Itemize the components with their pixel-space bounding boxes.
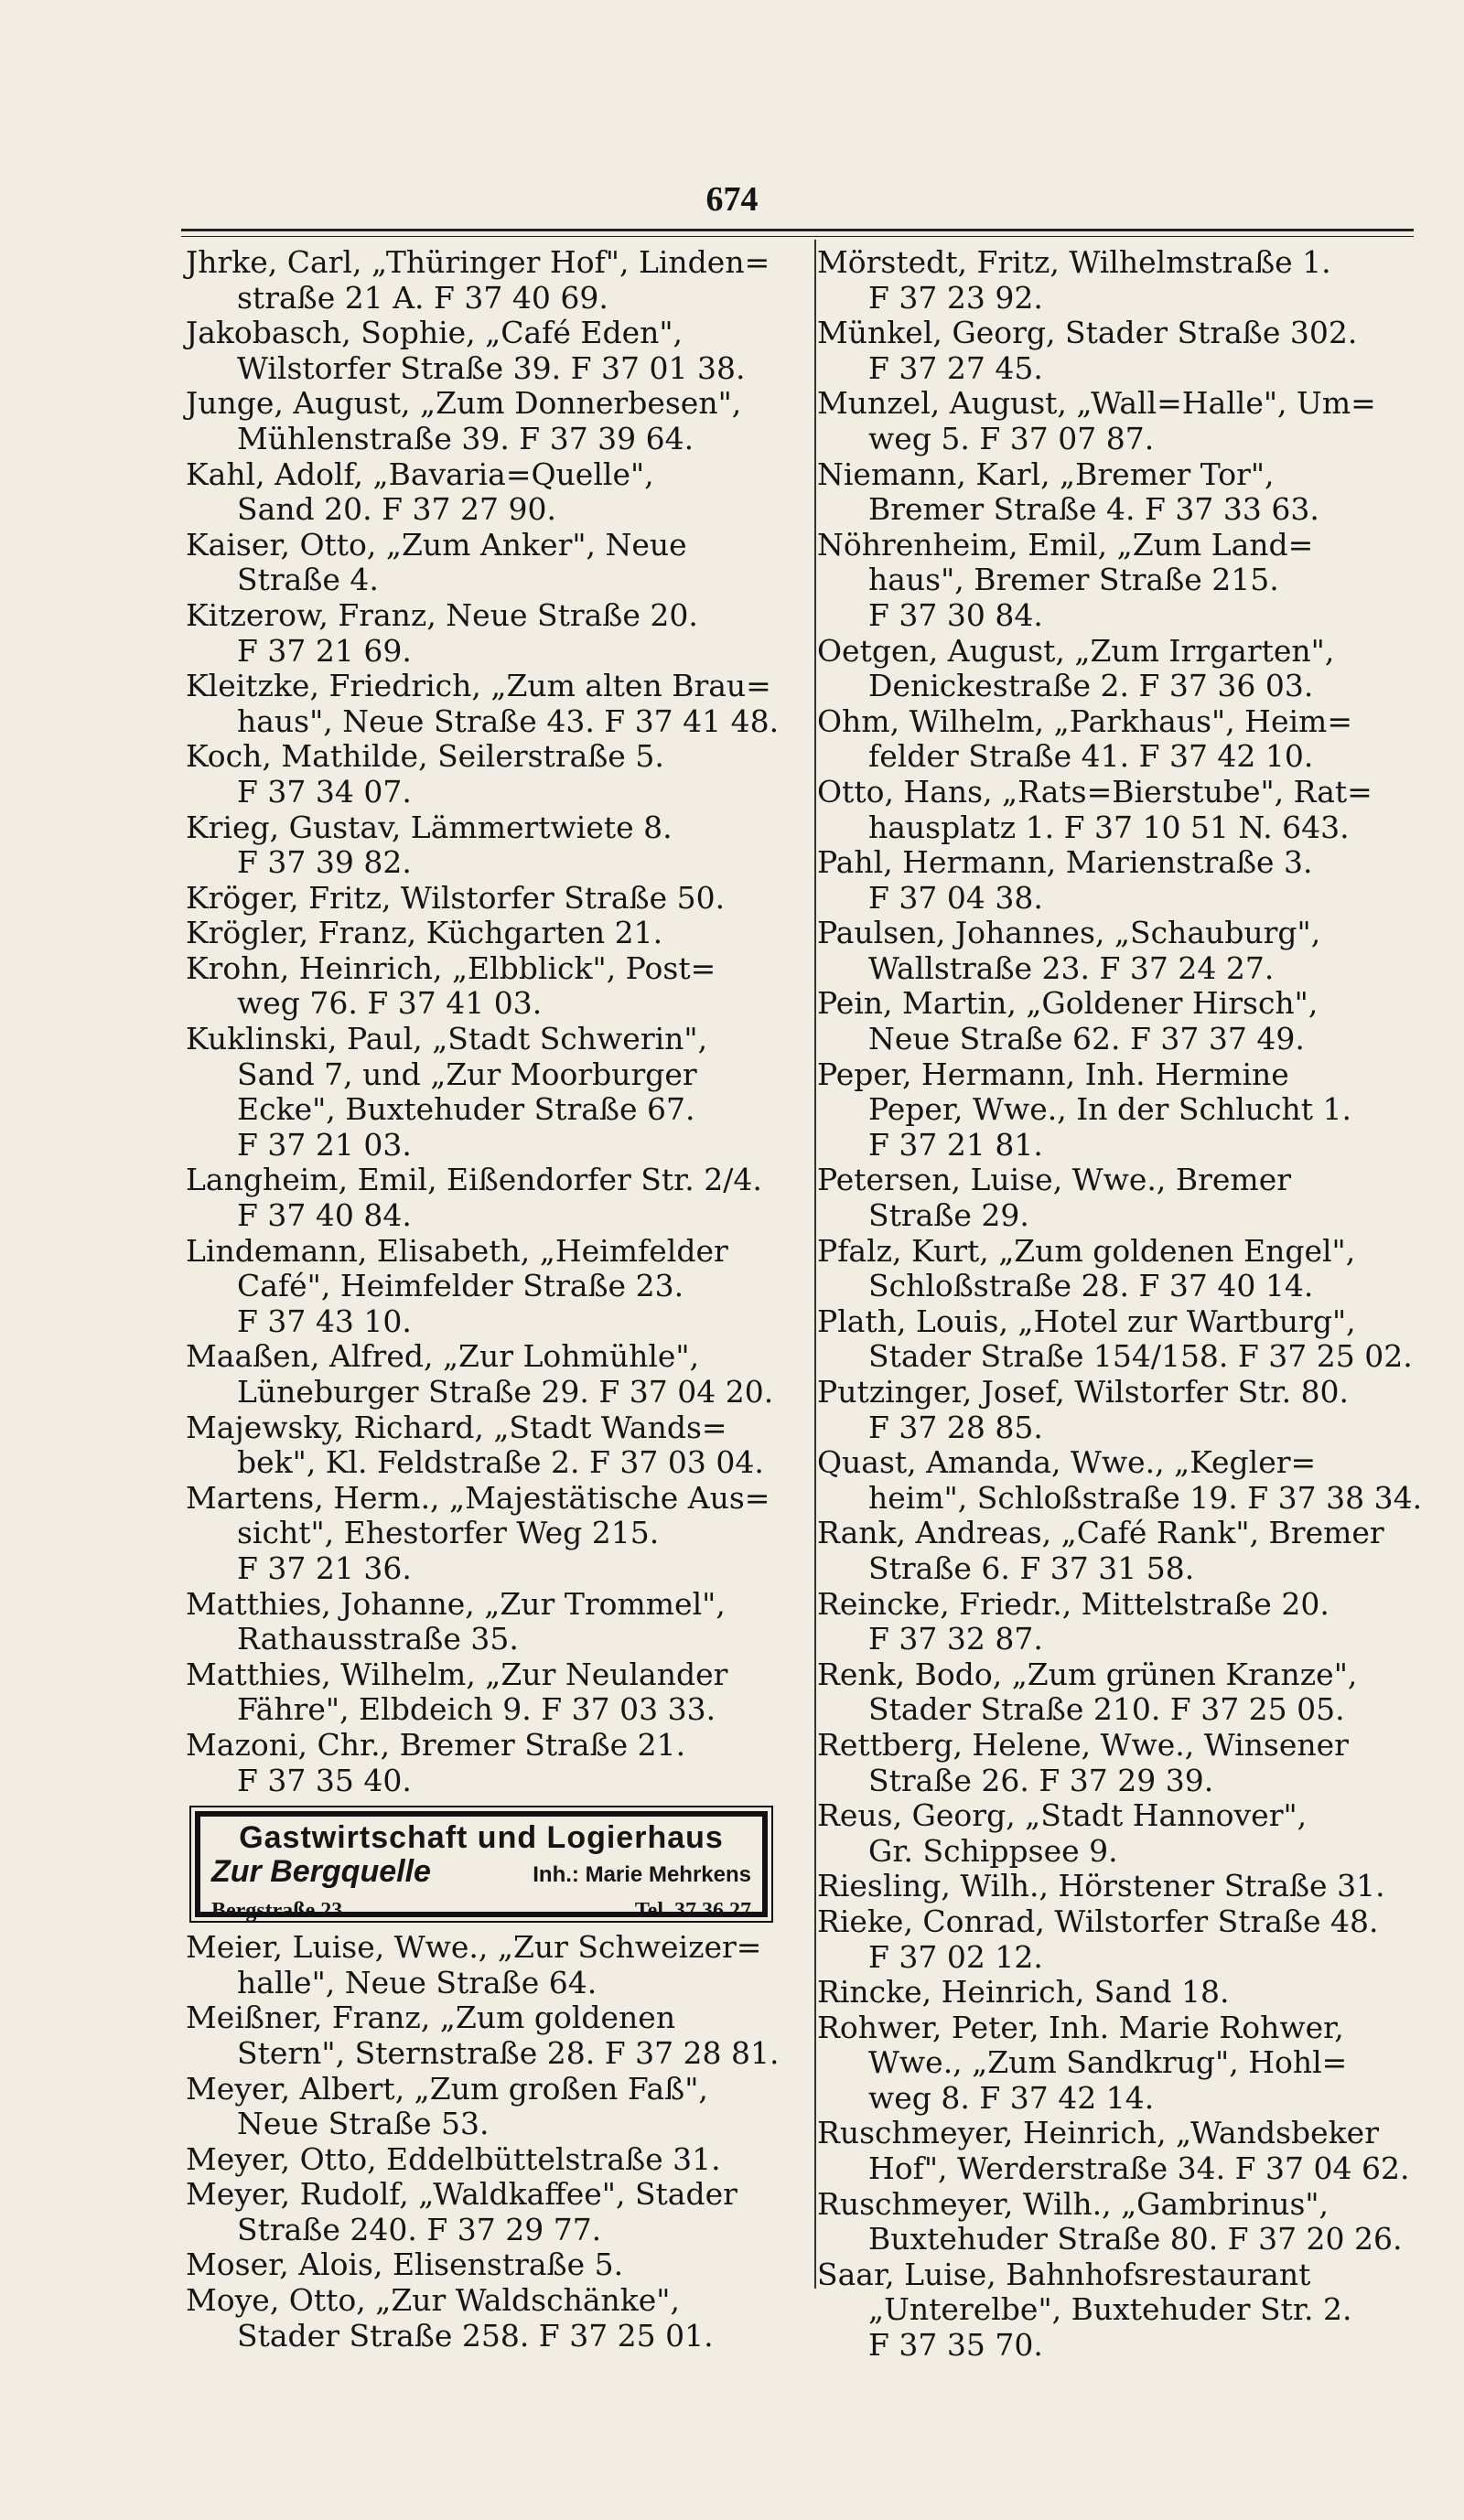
directory-entry: Jakobasch, Sophie, „Café Eden", Wilstorfer Straße 39. F 37 01 38. (186, 315, 746, 386)
directory-entry: Rohwer, Peter, Inh. Marie Rohwer, Wwe., „Zum Sandkrug", Hohl= weg 8. F 37 42 14. (817, 2009, 1348, 2116)
directory-entry: Moser, Alois, Elisenstraße 5. (186, 2247, 624, 2283)
advertisement-box (195, 1811, 768, 1923)
directory-entry: Moye, Otto, „Zur Waldschänke", Stader Straße 258. F 37 25 01. (186, 2282, 714, 2354)
directory-entry: Oetgen, August, „Zum Irrgarten", Denickestraße 2. F 37 36 03. (817, 632, 1335, 704)
ad-address-row (211, 1893, 751, 1929)
left-entries-after-ad (186, 1930, 794, 2354)
ad-phone: Tel. 37 36 27 (634, 1898, 751, 1923)
directory-entry: Rieke, Conrad, Wilstorfer Straße 48. F 37 02 12. (817, 1903, 1379, 1975)
right-entries (817, 245, 1423, 2364)
directory-entry: Meyer, Albert, „Zum großen Faß", Neue Straße 53. (186, 2070, 708, 2142)
directory-entry: Reincke, Friedr., Mittelstraße 20. F 37 32 87. (817, 1585, 1329, 1657)
directory-entry: Kuklinski, Paul, „Stadt Schwerin", Sand 7, und „Zur Moorburger Ecke", Buxtehuder Straße 67. F 37 21 03. (186, 1021, 708, 1163)
directory-entry: Quast, Amanda, Wwe., „Kegler= heim", Schloßstraße 19. F 37 38 34. (817, 1444, 1423, 1516)
column-divider (814, 240, 816, 2289)
directory-entry: Kaiser, Otto, „Zum Anker", Neue Straße 4. (186, 526, 687, 598)
ad-address: Bergstraße 23 (211, 1898, 343, 1923)
left-entries (186, 245, 794, 1798)
directory-entry: Mörstedt, Fritz, Wilhelmstraße 1. F 37 23 92. (817, 244, 1331, 316)
directory-entry: Petersen, Luise, Wwe., Bremer Straße 29. (817, 1162, 1291, 1234)
directory-entry: Nöhrenheim, Emil, „Zum Land= haus", Bremer Straße 215. F 37 30 84. (817, 526, 1314, 633)
directory-entry: Riesling, Wilh., Hörstener Straße 31. (817, 1868, 1385, 1904)
right-column (817, 245, 1423, 2364)
ad-name-row (211, 1855, 751, 1893)
directory-entry: Junge, August, „Zum Donnerbesen", Mühlenstraße 39. F 37 39 64. (186, 385, 742, 456)
directory-entry: Munzel, August, „Wall=Halle", Um= weg 5. F 37 07 87. (817, 385, 1376, 456)
directory-entry: Ohm, Wilhelm, „Parkhaus", Heim= felder Straße 41. F 37 42 10. (817, 702, 1352, 775)
directory-entry: Krögler, Franz, Küchgarten 21. (186, 915, 663, 951)
directory-entry: Meyer, Otto, Eddelbüttelstraße 31. (186, 2140, 721, 2177)
directory-entry: Rettberg, Helene, Wwe., Winsener Straße 26. F 37 29 39. (817, 1726, 1349, 1798)
directory-entry: Kitzerow, Franz, Neue Straße 20. F 37 21 69. (186, 596, 698, 669)
directory-entry: Majewsky, Richard, „Stadt Wands= bek", Kl. Feldstraße 2. F 37 03 04. (186, 1409, 764, 1481)
directory-entry: Peper, Hermann, Inh. Hermine Peper, Wwe., In der Schlucht 1. F 37 21 81. (817, 1056, 1352, 1163)
directory-entry: Saar, Luise, Bahnhofsrestaurant „Unterelbe", Buxtehuder Str. 2. F 37 35 70. (817, 2256, 1352, 2364)
directory-entry: Kröger, Fritz, Wilstorfer Straße 50. (186, 879, 726, 916)
directory-entry: Mazoni, Chr., Bremer Straße 21. F 37 35 40. (186, 1726, 686, 1798)
directory-entry: Meißner, Franz, „Zum goldenen Stern", Sternstraße 28. F 37 28 81. (186, 2000, 780, 2071)
directory-entry: Koch, Mathilde, Seilerstraße 5. F 37 34 07. (186, 738, 664, 810)
directory-entry: Reus, Georg, „Stadt Hannover", Gr. Schippsee 9. (817, 1797, 1308, 1869)
directory-entry: Kleitzke, Friedrich, „Zum alten Brau= haus", Neue Straße 43. F 37 41 48. (186, 668, 780, 739)
page-number: 674 (705, 180, 759, 219)
directory-entry: Langheim, Emil, Eißendorfer Str. 2/4. F 37 40 84. (186, 1162, 762, 1234)
directory-entry: Meier, Luise, Wwe., „Zur Schweizer= halle", Neue Straße 64. (186, 1929, 762, 2000)
directory-entry: Kahl, Adolf, „Bavaria=Quelle", Sand 20. F 37 27 90. (186, 456, 654, 528)
ad-title: Gastwirtschaft und Logierhaus (239, 1820, 724, 1856)
directory-entry: Plath, Louis, „Hotel zur Wartburg", Stader Straße 154/158. F 37 25 02. (817, 1303, 1413, 1375)
directory-entry: Martens, Herm., „Majestätische Aus= sicht", Ehestorfer Weg 215. F 37 21 36. (186, 1479, 770, 1586)
directory-entry: Pahl, Hermann, Marienstraße 3. F 37 04 38. (817, 844, 1313, 916)
directory-entry: Otto, Hans, „Rats=Bierstube", Rat= hausplatz 1. F 37 10 51 N. 643. (817, 773, 1372, 845)
directory-entry: Jhrke, Carl, „Thüringer Hof", Linden= straße 21 A. F 37 40 69. (186, 244, 770, 316)
directory-entry: Ruschmeyer, Wilh., „Gambrinus", Buxtehuder Straße 80. F 37 20 26. (817, 2185, 1403, 2257)
header-rule (181, 229, 1414, 237)
directory-entry: Putzinger, Josef, Wilstorfer Str. 80. F 37 28 85. (817, 1374, 1350, 1445)
ad-name: Zur Bergquelle (211, 1854, 431, 1890)
directory-entry: Münkel, Georg, Stader Straße 302. F 37 27 45. (817, 315, 1358, 386)
ad-owner: Inh.: Marie Mehrkens (533, 1862, 751, 1888)
directory-entry: Krohn, Heinrich, „Elbblick", Post= weg 76. F 37 41 03. (186, 949, 716, 1022)
directory-entry: Rank, Andreas, „Café Rank", Bremer Straße 6. F 37 31 58. (817, 1515, 1384, 1586)
directory-entry: Renk, Bodo, „Zum grünen Kranze", Stader Straße 210. F 37 25 05. (817, 1656, 1358, 1728)
directory-entry: Matthies, Johanne, „Zur Trommel", Rathausstraße 35. (186, 1585, 726, 1657)
directory-entry: Ruschmeyer, Heinrich, „Wandsbeker Hof", Werderstraße 34. F 37 04 62. (817, 2115, 1410, 2187)
left-column (186, 245, 794, 2354)
directory-entry: Niemann, Karl, „Bremer Tor", Bremer Straße 4. F 37 33 63. (817, 456, 1319, 528)
directory-entry: Maaßen, Alfred, „Zur Lohmühle", Lüneburger Straße 29. F 37 04 20. (186, 1338, 774, 1410)
directory-entry: Pein, Martin, „Goldener Hirsch", Neue Straße 62. F 37 37 49. (817, 985, 1319, 1057)
directory-entry: Krieg, Gustav, Lämmertwiete 8. F 37 39 82. (186, 809, 673, 881)
directory-entry: Meyer, Rudolf, „Waldkaffee", Stader Straße 240. F 37 29 77. (186, 2176, 737, 2247)
directory-entry: Rincke, Heinrich, Sand 18. (817, 1974, 1230, 2011)
directory-entry: Matthies, Wilhelm, „Zur Neulander Fähre", Elbdeich 9. F 37 03 33. (186, 1656, 728, 1728)
directory-entry: Lindemann, Elisabeth, „Heimfelder Café", Heimfelder Straße 23. F 37 43 10. (186, 1232, 728, 1339)
directory-entry: Paulsen, Johannes, „Schauburg", Wallstraße 23. F 37 24 27. (817, 915, 1321, 986)
directory-entry: Pfalz, Kurt, „Zum goldenen Engel", Schloßstraße 28. F 37 40 14. (817, 1232, 1356, 1304)
